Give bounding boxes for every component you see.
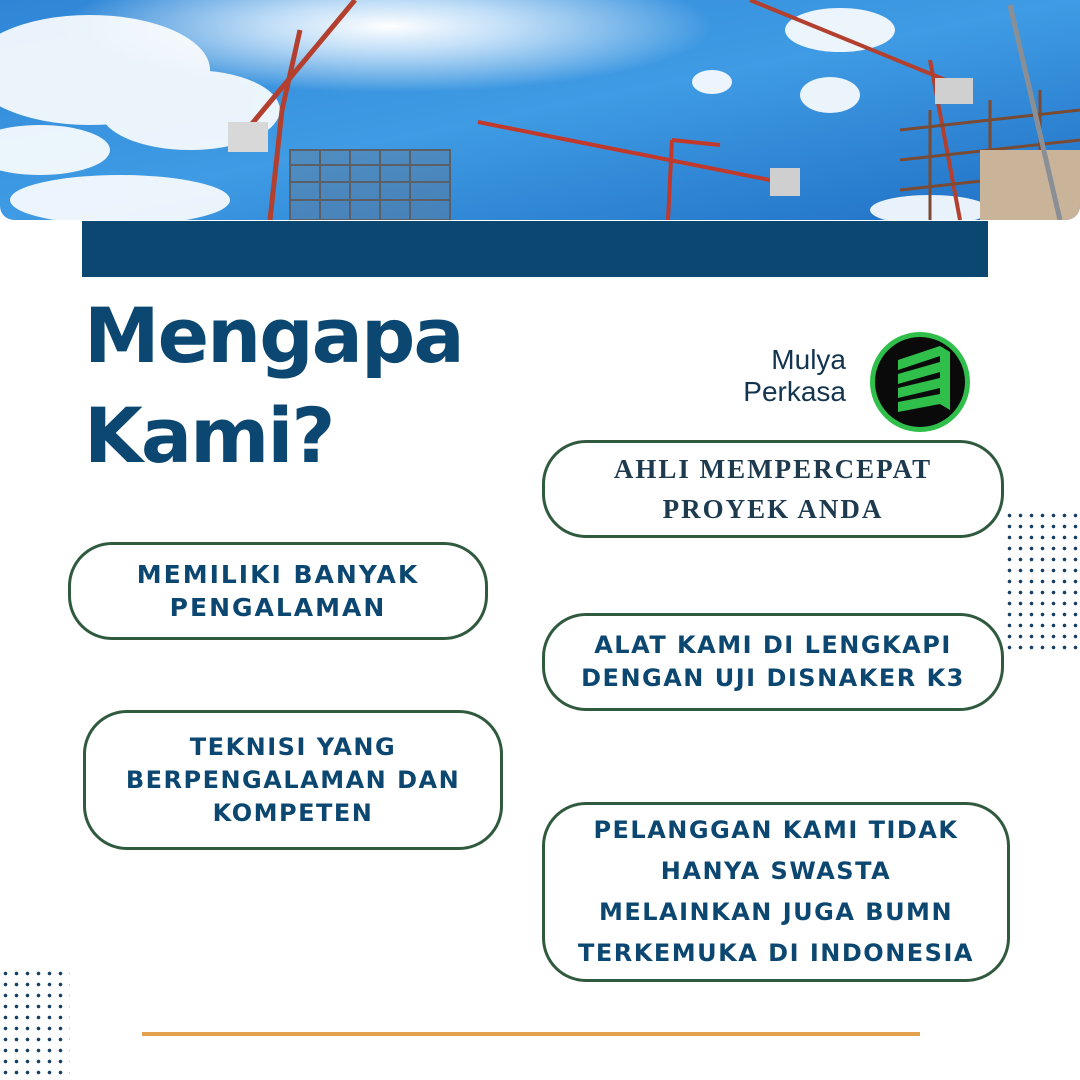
brand-name (700, 344, 846, 408)
title-band (82, 221, 988, 277)
feature-text: ALAT KAMI DI LENGKAPI DENGAN UJI DISNAKER K3 (581, 631, 965, 692)
feature-text: PELANGGAN KAMI TIDAK HANYA SWASTA MELAINKAN JUGA BUMN TERKEMUKA DI INDONESIA (578, 816, 974, 967)
feature-text: MEMILIKI BANYAK PENGALAMAN (136, 560, 420, 622)
hero-image (0, 0, 1080, 220)
building-logo-icon (868, 330, 972, 434)
footer-divider (142, 1032, 920, 1036)
feature-card-technicians (83, 710, 503, 850)
page-title (84, 286, 463, 486)
title-line-1: Mengapa (84, 291, 463, 380)
dot-pattern-left (0, 968, 70, 1080)
feature-card-fast-project (542, 440, 1004, 538)
brand-line-1: Mulya (771, 344, 846, 375)
brand-line-2: Perkasa (743, 376, 846, 407)
title-line-2: Kami? (84, 391, 334, 480)
feature-card-experience (68, 542, 488, 640)
feature-text: AHLI MEMPERCEPAT PROYEK ANDA (613, 454, 933, 524)
feature-text: TEKNISI YANG BERPENGALAMAN DAN KOMPETEN (125, 732, 461, 827)
feature-card-clients (542, 802, 1010, 982)
feature-card-k3-tested (542, 613, 1004, 711)
dot-pattern-right (1004, 510, 1080, 654)
